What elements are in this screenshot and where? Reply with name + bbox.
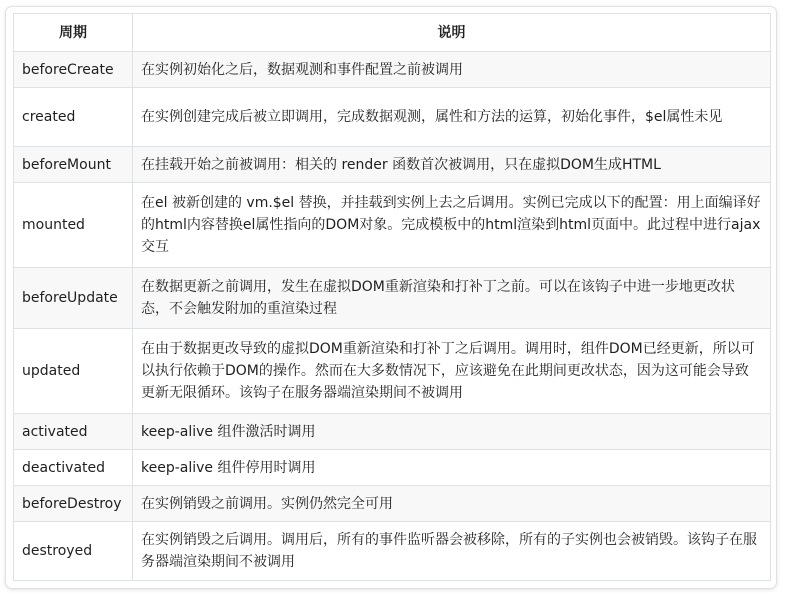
table-row bbox=[14, 88, 771, 147]
hook-description-cell: 在实例初始化之后，数据观测和事件配置之前被调用 bbox=[133, 52, 771, 88]
hook-name-cell: beforeMount bbox=[14, 147, 133, 183]
table-row bbox=[14, 414, 771, 450]
hook-description-cell: 在实例销毁之前调用。实例仍然完全可用 bbox=[133, 486, 771, 522]
hook-name-cell: created bbox=[14, 88, 133, 147]
table-row bbox=[14, 183, 771, 268]
hook-description-cell: keep-alive 组件激活时调用 bbox=[133, 414, 771, 450]
hook-description-cell: 在数据更新之前调用，发生在虚拟DOM重新渲染和打补丁之前。可以在该钩子中进一步地更改状态，不会触发附加的重渲染过程 bbox=[133, 268, 771, 329]
table-row bbox=[14, 147, 771, 183]
table-row bbox=[14, 268, 771, 329]
hook-description-cell: keep-alive 组件停用时调用 bbox=[133, 450, 771, 486]
hook-description-cell: 在由于数据更改导致的虚拟DOM重新渲染和打补丁之后调用。调用时，组件DOM已经更新，所以可以执行依赖于DOM的操作。然而在大多数情况下，应该避免在此期间更改状态，因为这可能会导致更新无限循环。该钩子在服务器端渲染期间不被调用 bbox=[133, 329, 771, 414]
table-row bbox=[14, 522, 771, 581]
table-row bbox=[14, 450, 771, 486]
hook-name-cell: beforeUpdate bbox=[14, 268, 133, 329]
hook-description-cell: 在实例销毁之后调用。调用后，所有的事件监听器会被移除，所有的子实例也会被销毁。该钩子在服务器端渲染期间不被调用 bbox=[133, 522, 771, 581]
hook-name-cell: mounted bbox=[14, 183, 133, 268]
hook-description-cell: 在el 被新创建的 vm.$el 替换，并挂载到实例上去之后调用。实例已完成以下的配置：用上面编译好的html内容替换el属性指向的DOM对象。完成模板中的html渲染到html页面中。此过程中进行ajax交互 bbox=[133, 183, 771, 268]
hook-name-cell: beforeCreate bbox=[14, 52, 133, 88]
hook-description-cell: 在挂载开始之前被调用：相关的 render 函数首次被调用，只在虚拟DOM生成HTML bbox=[133, 147, 771, 183]
hook-name-cell: activated bbox=[14, 414, 133, 450]
table-row bbox=[14, 329, 771, 414]
table-row bbox=[14, 486, 771, 522]
table-row bbox=[14, 52, 771, 88]
table-header-row bbox=[14, 14, 771, 52]
column-header-description: 说明 bbox=[133, 14, 771, 52]
hook-name-cell: beforeDestroy bbox=[14, 486, 133, 522]
table-frame bbox=[6, 7, 776, 588]
lifecycle-table bbox=[13, 13, 771, 581]
hook-name-cell: updated bbox=[14, 329, 133, 414]
hook-name-cell: deactivated bbox=[14, 450, 133, 486]
column-header-period: 周期 bbox=[14, 14, 133, 52]
hook-description-cell: 在实例创建完成后被立即调用，完成数据观测，属性和方法的运算，初始化事件，$el属性未见 bbox=[133, 88, 771, 147]
hook-name-cell: destroyed bbox=[14, 522, 133, 581]
